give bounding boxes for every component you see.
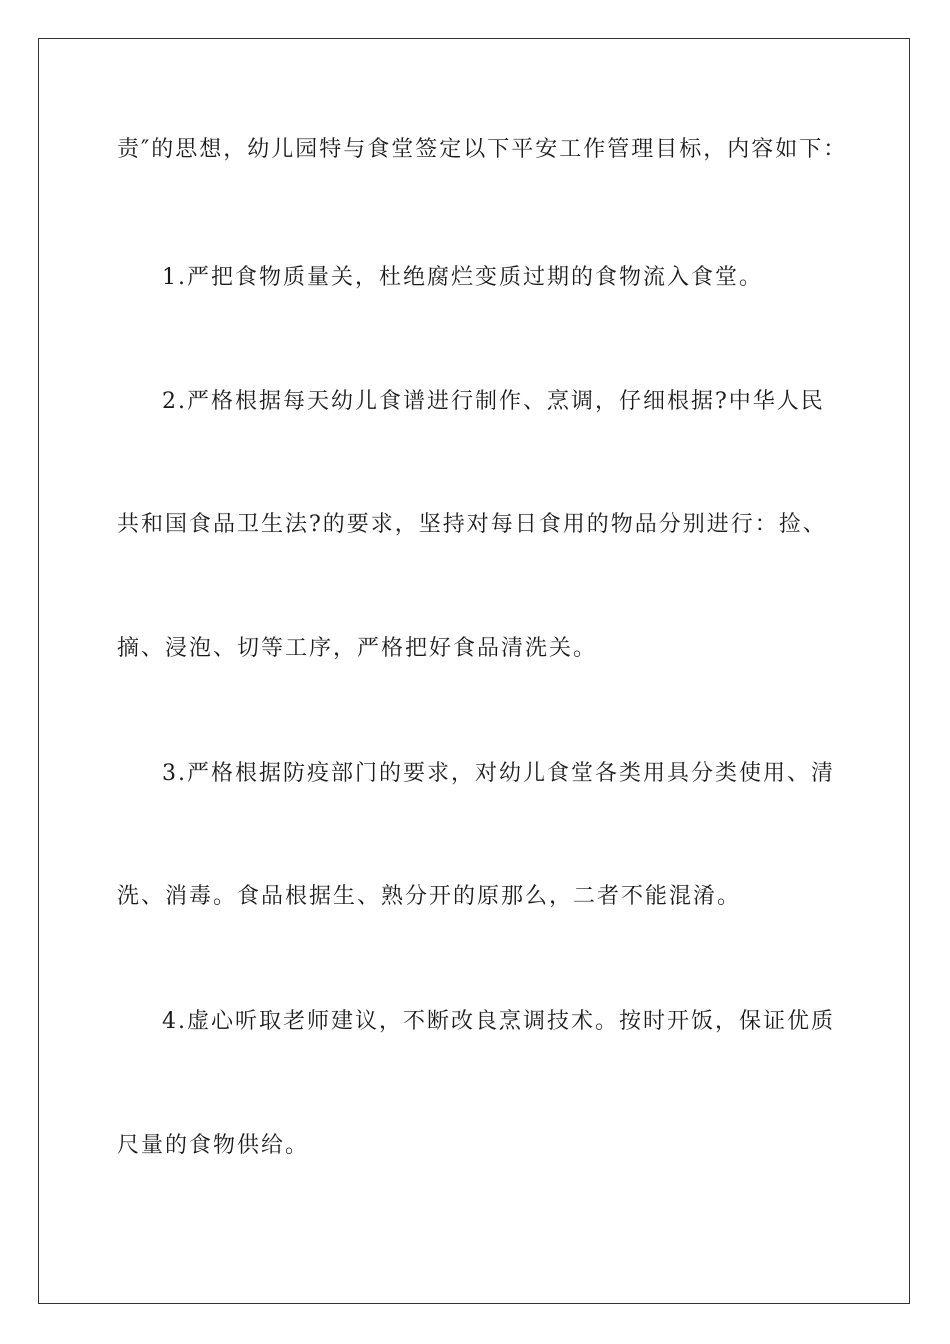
page-border bbox=[38, 38, 910, 1304]
list-item-2-line-1: 2.严格根据每天幼儿食谱进行制作、烹调，仔细根据?中华人民 bbox=[162, 389, 825, 414]
list-item-4-line-2: 尺量的食物供给。 bbox=[117, 1133, 310, 1158]
list-item-1: 1.严把食物质量关，杜绝腐烂变质过期的食物流入食堂。 bbox=[162, 265, 763, 290]
list-item-3-line-1: 3.严格根据防疫部门的要求，对幼儿食堂各类用具分类使用、清 bbox=[162, 761, 835, 786]
text-line-1: 责″的思想，幼儿园特与食堂签定以下平安工作管理目标，内容如下： bbox=[117, 137, 848, 162]
list-item-2-line-3: 摘、浸泡、切等工序，严格把好食品清洗关。 bbox=[117, 636, 598, 661]
list-item-2-line-2: 共和国食品卫生法?的要求，坚持对每日食用的物品分别进行：捡、 bbox=[117, 512, 827, 537]
list-item-3-line-2: 洗、消毒。食品根据生、熟分开的原那么，二者不能混淆。 bbox=[117, 884, 742, 909]
list-item-4-line-1: 4.虚心听取老师建议，不断改良烹调技术。按时开饭，保证优质 bbox=[162, 1009, 835, 1034]
